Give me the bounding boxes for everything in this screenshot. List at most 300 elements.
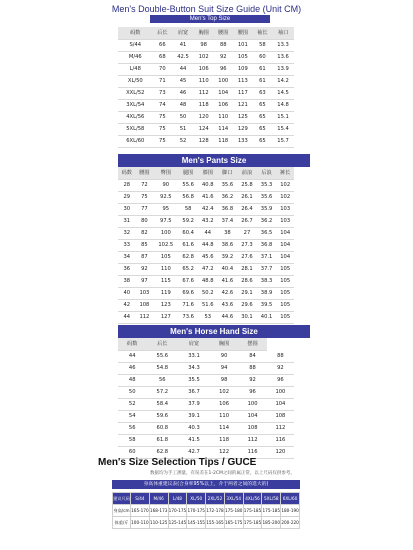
table-cell: 110 — [213, 111, 233, 123]
table-row — [118, 111, 294, 123]
table-cell: 体重/斤 — [113, 517, 131, 529]
table-cell: 36.7 — [178, 386, 210, 398]
table-cell: S/44 — [118, 39, 153, 51]
table-cell: 56 — [146, 374, 178, 386]
table-cell: 88 — [267, 350, 294, 362]
table-cell: 110-125 — [149, 517, 168, 529]
table-cell: 100 — [213, 75, 233, 87]
column-header: 码数 — [118, 167, 136, 179]
table-cell: 15.1 — [272, 111, 294, 123]
column-header: XL/50 — [187, 493, 206, 505]
table-cell: 44.8 — [198, 239, 218, 251]
table-cell: 106 — [210, 398, 238, 410]
table-cell: 104 — [276, 251, 294, 263]
column-header: 袖长 — [253, 27, 273, 39]
table-row — [118, 398, 294, 410]
table-cell: 35.5 — [178, 374, 210, 386]
table-cell: 100-110 — [131, 517, 150, 529]
table-cell: 43.2 — [198, 215, 218, 227]
table-cell: 56 — [118, 422, 146, 434]
table-cell: 103 — [136, 287, 154, 299]
table-cell: 67.6 — [178, 275, 198, 287]
table-cell: 105 — [276, 275, 294, 287]
table-cell: 25.8 — [237, 179, 257, 191]
table-row — [118, 63, 294, 75]
table-cell: 45.6 — [198, 251, 218, 263]
table-cell: 80 — [136, 215, 154, 227]
table-cell: 116 — [238, 446, 266, 458]
horse-size-table — [118, 338, 294, 459]
table-cell: 34 — [118, 251, 136, 263]
table-cell: 109 — [233, 63, 253, 75]
table-cell: 75 — [153, 111, 173, 123]
table-cell: 44.6 — [218, 311, 238, 323]
table-cell: 42.4 — [198, 203, 218, 215]
table-cell: 100 — [153, 227, 178, 239]
table-cell: 200-220 — [281, 517, 300, 529]
table-cell: 118 — [213, 135, 233, 147]
table-cell: 30.1 — [237, 311, 257, 323]
table-cell: 26.7 — [237, 215, 257, 227]
table-cell: 65.2 — [178, 263, 198, 275]
table-row — [118, 123, 294, 135]
table-cell: 45 — [172, 75, 194, 87]
column-header: S/44 — [131, 493, 150, 505]
table-cell: 112 — [238, 434, 266, 446]
table-cell: 39.5 — [257, 299, 277, 311]
table-cell: 36 — [118, 263, 136, 275]
table-cell: 41.6 — [198, 191, 218, 203]
table-cell: 121 — [233, 99, 253, 111]
table-cell: 68 — [153, 51, 173, 63]
table-cell: 61.8 — [146, 434, 178, 446]
table-cell: 35.6 — [257, 191, 277, 203]
table-cell: 27.6 — [237, 251, 257, 263]
table-cell: 55.6 — [146, 350, 178, 362]
table-cell: 104 — [238, 410, 266, 422]
column-header: 胸围 — [210, 338, 238, 350]
table-cell: 97 — [136, 275, 154, 287]
top-size-banner: Men's Top Size — [150, 15, 270, 23]
table-cell: 53 — [198, 311, 218, 323]
table-cell: 60.8 — [146, 422, 178, 434]
table-cell: 175-180 — [224, 505, 243, 517]
table-cell: 37.1 — [257, 251, 277, 263]
table-cell: 14.5 — [272, 87, 294, 99]
table-cell: 102.5 — [153, 239, 178, 251]
table-cell: 身高/cm — [113, 505, 131, 517]
column-header: 后长 — [146, 338, 178, 350]
table-cell: 58.4 — [146, 398, 178, 410]
column-header: 臀围 — [153, 167, 178, 179]
table-cell: 77 — [136, 203, 154, 215]
table-cell: 51 — [172, 123, 194, 135]
table-cell: 102 — [276, 179, 294, 191]
table-cell: 127 — [153, 311, 178, 323]
table-cell: 168-173 — [149, 505, 168, 517]
column-header: L/48 — [168, 493, 187, 505]
column-header: 膝围 — [198, 167, 218, 179]
table-cell: 165-170 — [131, 505, 150, 517]
table-cell: 41.6 — [218, 275, 238, 287]
table-cell: 37.7 — [257, 263, 277, 275]
table-cell: 51.6 — [198, 299, 218, 311]
table-row — [118, 179, 294, 191]
table-cell: 65 — [253, 111, 273, 123]
table-cell: 28.6 — [237, 275, 257, 287]
column-header: 建议尺码 — [113, 493, 131, 505]
table-cell: 39.2 — [218, 251, 238, 263]
table-cell: 92 — [267, 362, 294, 374]
table-cell: 110 — [153, 263, 178, 275]
table-cell: 114 — [210, 422, 238, 434]
pants-size-banner: Men's Pants Size — [118, 154, 310, 167]
table-cell: 39.1 — [178, 410, 210, 422]
table-cell: 35.3 — [257, 179, 277, 191]
column-header: 腰围 — [213, 27, 233, 39]
table-cell: 52 — [172, 135, 194, 147]
table-cell: 14.8 — [272, 99, 294, 111]
table-cell: 128 — [194, 135, 214, 147]
table-cell: 73 — [153, 87, 173, 99]
table-cell: 37.4 — [218, 215, 238, 227]
table-cell: 102 — [276, 191, 294, 203]
table-cell: 4XL/56 — [118, 111, 153, 123]
column-header: 腰围 — [136, 167, 154, 179]
table-row — [118, 99, 294, 111]
table-cell: 34.3 — [178, 362, 210, 374]
table-cell: 40 — [118, 287, 136, 299]
table-cell: 72 — [136, 179, 154, 191]
column-header: 4XL/56 — [243, 493, 262, 505]
table-cell: 105 — [276, 287, 294, 299]
column-header: 前浪 — [237, 167, 257, 179]
table-cell: 180-190 — [281, 505, 300, 517]
table-cell: 60 — [118, 446, 146, 458]
table-row — [118, 215, 294, 227]
table-cell: 104 — [276, 239, 294, 251]
table-cell: 28.1 — [237, 263, 257, 275]
table-cell: 42.6 — [218, 287, 238, 299]
table-cell: 105 — [153, 251, 178, 263]
column-header: 码数 — [118, 338, 146, 350]
table-cell: 3XL/54 — [118, 99, 153, 111]
table-cell: 36.2 — [257, 215, 277, 227]
table-cell: 108 — [267, 410, 294, 422]
table-cell: 15.7 — [272, 135, 294, 147]
table-cell: 50 — [118, 386, 146, 398]
table-cell: 41 — [172, 39, 194, 51]
table-cell: 108 — [136, 299, 154, 311]
column-header: 摆围 — [238, 338, 266, 350]
table-cell: 98 — [210, 374, 238, 386]
table-cell: 122 — [210, 446, 238, 458]
table-cell: 42.5 — [172, 51, 194, 63]
table-cell: 5XL/58 — [118, 123, 153, 135]
suit-size-table — [118, 27, 294, 148]
table-cell: 170-175 — [187, 505, 206, 517]
table-cell: 124 — [194, 123, 214, 135]
table-cell: 38 — [218, 227, 238, 239]
table-cell: 110 — [210, 410, 238, 422]
table-cell: 119 — [153, 287, 178, 299]
table-cell: 27.3 — [237, 239, 257, 251]
table-cell: 38.9 — [257, 287, 277, 299]
table-cell: 33 — [118, 239, 136, 251]
table-cell: 38.6 — [218, 239, 238, 251]
column-header: 袖口 — [272, 27, 294, 39]
table-cell: 54 — [118, 410, 146, 422]
table-cell: 61.6 — [178, 239, 198, 251]
table-row — [113, 505, 300, 517]
table-cell: 14.2 — [272, 75, 294, 87]
table-cell: XXL/52 — [118, 87, 153, 99]
table-cell: 145-155 — [187, 517, 206, 529]
table-cell: 85 — [136, 239, 154, 251]
table-cell: 62.8 — [178, 251, 198, 263]
table-cell: 61 — [253, 63, 273, 75]
table-row — [118, 239, 294, 251]
column-header: 3XL/54 — [224, 493, 243, 505]
table-cell: 36.5 — [257, 227, 277, 239]
table-row — [118, 251, 294, 263]
table-cell: 61 — [253, 75, 273, 87]
table-cell: 40.1 — [257, 311, 277, 323]
table-cell: 75 — [153, 123, 173, 135]
table-cell: 96 — [213, 63, 233, 75]
table-cell: 95 — [153, 203, 178, 215]
table-cell: 36.2 — [218, 191, 238, 203]
table-row — [118, 362, 294, 374]
table-cell: 54.8 — [146, 362, 178, 374]
column-header: 码数 — [118, 27, 153, 39]
table-cell: 92.5 — [153, 191, 178, 203]
table-row — [118, 287, 294, 299]
table-cell: 75 — [136, 191, 154, 203]
table-cell: 58 — [178, 203, 198, 215]
table-row — [118, 299, 294, 311]
table-cell: 92 — [238, 374, 266, 386]
table-cell: 57.2 — [146, 386, 178, 398]
table-cell: 105 — [276, 263, 294, 275]
table-cell: 94 — [210, 362, 238, 374]
column-header: 后浪 — [257, 167, 277, 179]
table-cell: 69.6 — [178, 287, 198, 299]
table-cell: 88 — [213, 39, 233, 51]
table-cell: 50 — [172, 111, 194, 123]
table-cell: 175-185 — [262, 505, 281, 517]
table-cell: 46 — [172, 87, 194, 99]
table-cell: 125-145 — [168, 517, 187, 529]
table-cell: 6XL/60 — [118, 135, 153, 147]
table-cell: 155-165 — [206, 517, 225, 529]
table-cell: 48 — [118, 374, 146, 386]
table-cell: 29.6 — [237, 299, 257, 311]
table-cell: 42.7 — [178, 446, 210, 458]
table-row — [118, 191, 294, 203]
table-cell: 133 — [233, 135, 253, 147]
table-cell: 38 — [118, 275, 136, 287]
table-cell: 44 — [118, 311, 136, 323]
table-cell: 44 — [198, 227, 218, 239]
table-cell: 28 — [118, 179, 136, 191]
table-cell: 71.6 — [178, 299, 198, 311]
column-header: 6XL/60 — [281, 493, 300, 505]
table-cell: 175-185 — [243, 517, 262, 529]
table-cell: 106 — [194, 63, 214, 75]
table-cell: 87 — [136, 251, 154, 263]
table-row — [118, 386, 294, 398]
table-cell: 58 — [253, 39, 273, 51]
column-header: 脚口 — [218, 167, 238, 179]
table-cell: 36.8 — [218, 203, 238, 215]
column-header: 后长 — [153, 27, 173, 39]
table-cell: 129 — [233, 123, 253, 135]
table-cell: 29.1 — [237, 287, 257, 299]
table-cell: 59.2 — [178, 215, 198, 227]
table-row — [118, 75, 294, 87]
table-cell: 48 — [172, 99, 194, 111]
table-cell: 31 — [118, 215, 136, 227]
table-cell: 43.6 — [218, 299, 238, 311]
table-cell: 100 — [267, 386, 294, 398]
table-cell: 84 — [238, 350, 266, 362]
table-cell: 44 — [118, 350, 146, 362]
table-cell: 65 — [253, 99, 273, 111]
table-cell: 100 — [238, 398, 266, 410]
table-cell: 62.8 — [146, 446, 178, 458]
table-cell: 32 — [118, 227, 136, 239]
table-cell: 115 — [153, 275, 178, 287]
table-cell: 96 — [267, 374, 294, 386]
table-cell: 105 — [276, 299, 294, 311]
table-cell: 26.4 — [237, 203, 257, 215]
horse-size-banner: Men's Horse Hand Size — [118, 325, 310, 338]
tips-title: Men's Size Selection Tips / GUCE — [98, 457, 257, 468]
table-cell: 15.4 — [272, 123, 294, 135]
table-cell: 35.9 — [257, 203, 277, 215]
table-cell: 112 — [136, 311, 154, 323]
table-cell: 47.2 — [198, 263, 218, 275]
table-cell: 118 — [194, 99, 214, 111]
table-cell: 170-175 — [168, 505, 187, 517]
table-cell: 185-200 — [262, 517, 281, 529]
table-cell: 60.4 — [178, 227, 198, 239]
column-header: 胸围 — [194, 27, 214, 39]
table-cell: 13.6 — [272, 51, 294, 63]
table-cell: 104 — [213, 87, 233, 99]
table-row — [118, 311, 294, 323]
table-cell: 103 — [276, 203, 294, 215]
table-row — [113, 517, 300, 529]
table-cell: 73.6 — [178, 311, 198, 323]
table-cell: 13.3 — [272, 39, 294, 51]
table-cell: 29 — [118, 191, 136, 203]
table-row — [118, 422, 294, 434]
table-cell: 98 — [194, 39, 214, 51]
table-cell: 117 — [233, 87, 253, 99]
table-row — [118, 135, 294, 147]
table-cell: 70 — [153, 63, 173, 75]
column-header: M/46 — [149, 493, 168, 505]
table-row — [118, 87, 294, 99]
table-cell: 120 — [267, 446, 294, 458]
column-header: 腿围 — [178, 167, 198, 179]
table-cell: 40.3 — [178, 422, 210, 434]
table-cell: 40.4 — [218, 263, 238, 275]
table-cell: 90 — [153, 179, 178, 191]
table-cell: 37.9 — [178, 398, 210, 410]
table-cell: 112 — [194, 87, 214, 99]
table-cell: 52 — [118, 398, 146, 410]
table-row — [118, 374, 294, 386]
table-cell: L/48 — [118, 63, 153, 75]
table-cell: 38.3 — [257, 275, 277, 287]
table-row — [118, 227, 294, 239]
table-cell: 102 — [194, 51, 214, 63]
table-row — [118, 275, 294, 287]
column-header: 肩宽 — [172, 27, 194, 39]
column-header: 腰围 — [233, 27, 253, 39]
table-cell: 63 — [253, 87, 273, 99]
table-row — [118, 203, 294, 215]
table-cell: 103 — [276, 215, 294, 227]
table-cell: 92 — [136, 263, 154, 275]
page-title: Men's Double-Button Suit Size Guide (Unit CM) — [111, 4, 302, 14]
table-cell: 90 — [210, 350, 238, 362]
table-cell: 97.5 — [153, 215, 178, 227]
table-cell: 58 — [118, 434, 146, 446]
table-cell: 55.6 — [178, 179, 198, 191]
table-cell: 104 — [267, 398, 294, 410]
table-cell: 74 — [153, 99, 173, 111]
table-cell: 113 — [233, 75, 253, 87]
table-cell: 88 — [238, 362, 266, 374]
table-cell: 75 — [153, 135, 173, 147]
table-cell: 56.8 — [178, 191, 198, 203]
table-row — [118, 51, 294, 63]
table-row — [118, 434, 294, 446]
tips-table — [112, 492, 300, 529]
table-cell: 108 — [238, 422, 266, 434]
table-row — [118, 263, 294, 275]
table-cell: 96 — [238, 386, 266, 398]
table-cell: 116 — [267, 434, 294, 446]
table-cell: 35.6 — [218, 179, 238, 191]
table-cell: 48.8 — [198, 275, 218, 287]
table-cell: M/46 — [118, 51, 153, 63]
table-cell: 65 — [253, 123, 273, 135]
table-cell: 175-185 — [243, 505, 262, 517]
table-row — [118, 350, 294, 362]
table-cell: 41.5 — [178, 434, 210, 446]
table-cell: 92 — [213, 51, 233, 63]
table-cell: 59.6 — [146, 410, 178, 422]
table-cell: 36.8 — [257, 239, 277, 251]
table-row — [118, 410, 294, 422]
table-cell: 104 — [276, 227, 294, 239]
table-cell: 66 — [153, 39, 173, 51]
pants-size-table — [118, 167, 294, 324]
tips-banner: 身高体重建议表(合身率95%以上，介于两者之间的选大的) — [112, 480, 300, 489]
table-row — [118, 39, 294, 51]
table-cell: 102 — [210, 386, 238, 398]
table-cell: 26.1 — [237, 191, 257, 203]
table-cell: 13.9 — [272, 63, 294, 75]
table-cell: 110 — [194, 75, 214, 87]
table-cell: 40.8 — [198, 179, 218, 191]
table-cell: 105 — [233, 51, 253, 63]
